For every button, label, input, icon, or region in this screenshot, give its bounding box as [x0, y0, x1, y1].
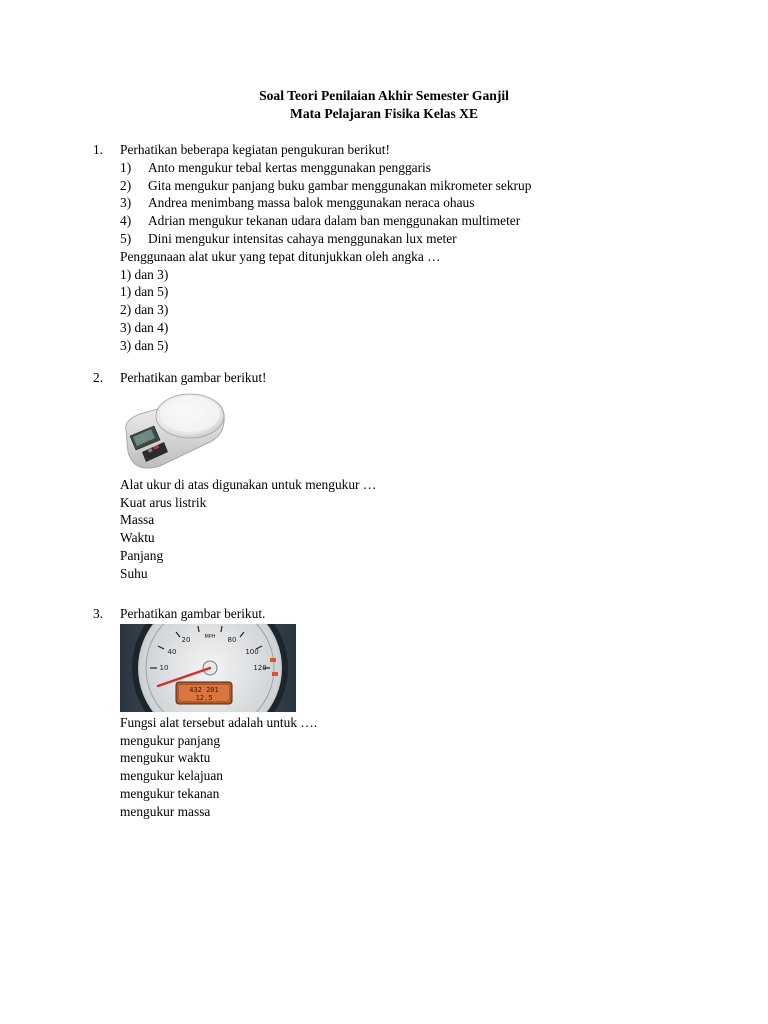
svg-text:432 201: 432 201 — [189, 685, 219, 694]
statement-number: 4) — [120, 213, 132, 229]
question-number: 3. — [93, 606, 104, 621]
title-line-1: Soal Teori Penilaian Akhir Semester Ganjil — [259, 88, 509, 103]
answer-option: Suhu — [120, 565, 148, 581]
statement-number: 5) — [120, 230, 132, 246]
svg-text:20: 20 — [181, 635, 191, 644]
question-stem: Fungsi alat tersebut adalah untuk …. — [120, 714, 318, 730]
answer-option: mengukur kelajuan — [120, 768, 223, 784]
svg-text:12.5: 12.5 — [195, 693, 213, 702]
statement-text: Adrian mengukur tekanan udara dalam ban menggunakan multimeter — [148, 213, 521, 229]
statement-text: Dini mengukur intensitas cahaya menggunakan lux meter — [148, 230, 457, 246]
statement-item — [120, 159, 693, 177]
svg-text:40: 40 — [167, 647, 177, 656]
svg-text:80: 80 — [227, 635, 237, 644]
answer-option: 1) dan 5) — [120, 284, 169, 300]
svg-text:10: 10 — [159, 663, 169, 672]
statement-item — [120, 212, 693, 230]
answer-option: Panjang — [120, 547, 164, 563]
answer-option: mengukur waktu — [120, 750, 211, 766]
answer-option: Kuat arus listrik — [120, 494, 207, 510]
answer-option: mengukur panjang — [120, 732, 221, 748]
question-1 — [93, 141, 693, 355]
statement-item — [120, 177, 693, 195]
statement-item — [120, 194, 693, 212]
document-title — [0, 87, 768, 123]
answer-option: Massa — [120, 512, 155, 528]
statement-number: 1) — [120, 159, 132, 175]
statement-number: 3) — [120, 195, 132, 211]
statement-item — [120, 230, 693, 248]
svg-text:MPH: MPH — [204, 633, 216, 640]
question-2 — [93, 369, 693, 583]
question-number: 1. — [93, 142, 104, 157]
statement-text: Andrea menimbang massa balok menggunakan neraca ohaus — [148, 195, 475, 211]
question-3 — [93, 605, 693, 821]
answer-option: 2) dan 3) — [120, 302, 169, 318]
question-prompt: Perhatikan gambar berikut. — [120, 606, 266, 621]
question-number: 2. — [93, 370, 104, 385]
answer-option: mengukur tekanan — [120, 785, 220, 801]
answer-option: mengukur massa — [120, 803, 211, 819]
statement-number: 2) — [120, 177, 132, 193]
title-line-2: Mata Pelajaran Fisika Kelas XE — [289, 106, 479, 121]
svg-text:100: 100 — [245, 647, 259, 656]
answer-option: 1) dan 3) — [120, 266, 169, 282]
digital-scale-image — [120, 390, 226, 472]
question-stem: Penggunaan alat ukur yang tepat ditunjukkan oleh angka … — [120, 248, 441, 264]
question-stem: Alat ukur di atas digunakan untuk mengukur … — [120, 476, 377, 492]
answer-option: 3) dan 4) — [120, 319, 169, 335]
answer-option: 3) dan 5) — [120, 337, 169, 353]
question-prompt: Perhatikan beberapa kegiatan pengukuran berikut! — [120, 142, 390, 157]
statement-text: Gita mengukur panjang buku gambar menggunakan mikrometer sekrup — [148, 177, 532, 193]
svg-text:120: 120 — [253, 663, 267, 672]
answer-option: Waktu — [120, 530, 155, 546]
question-prompt: Perhatikan gambar berikut! — [120, 370, 267, 385]
statement-text: Anto mengukur tebal kertas menggunakan penggaris — [148, 159, 431, 175]
speedometer-image — [120, 624, 296, 712]
